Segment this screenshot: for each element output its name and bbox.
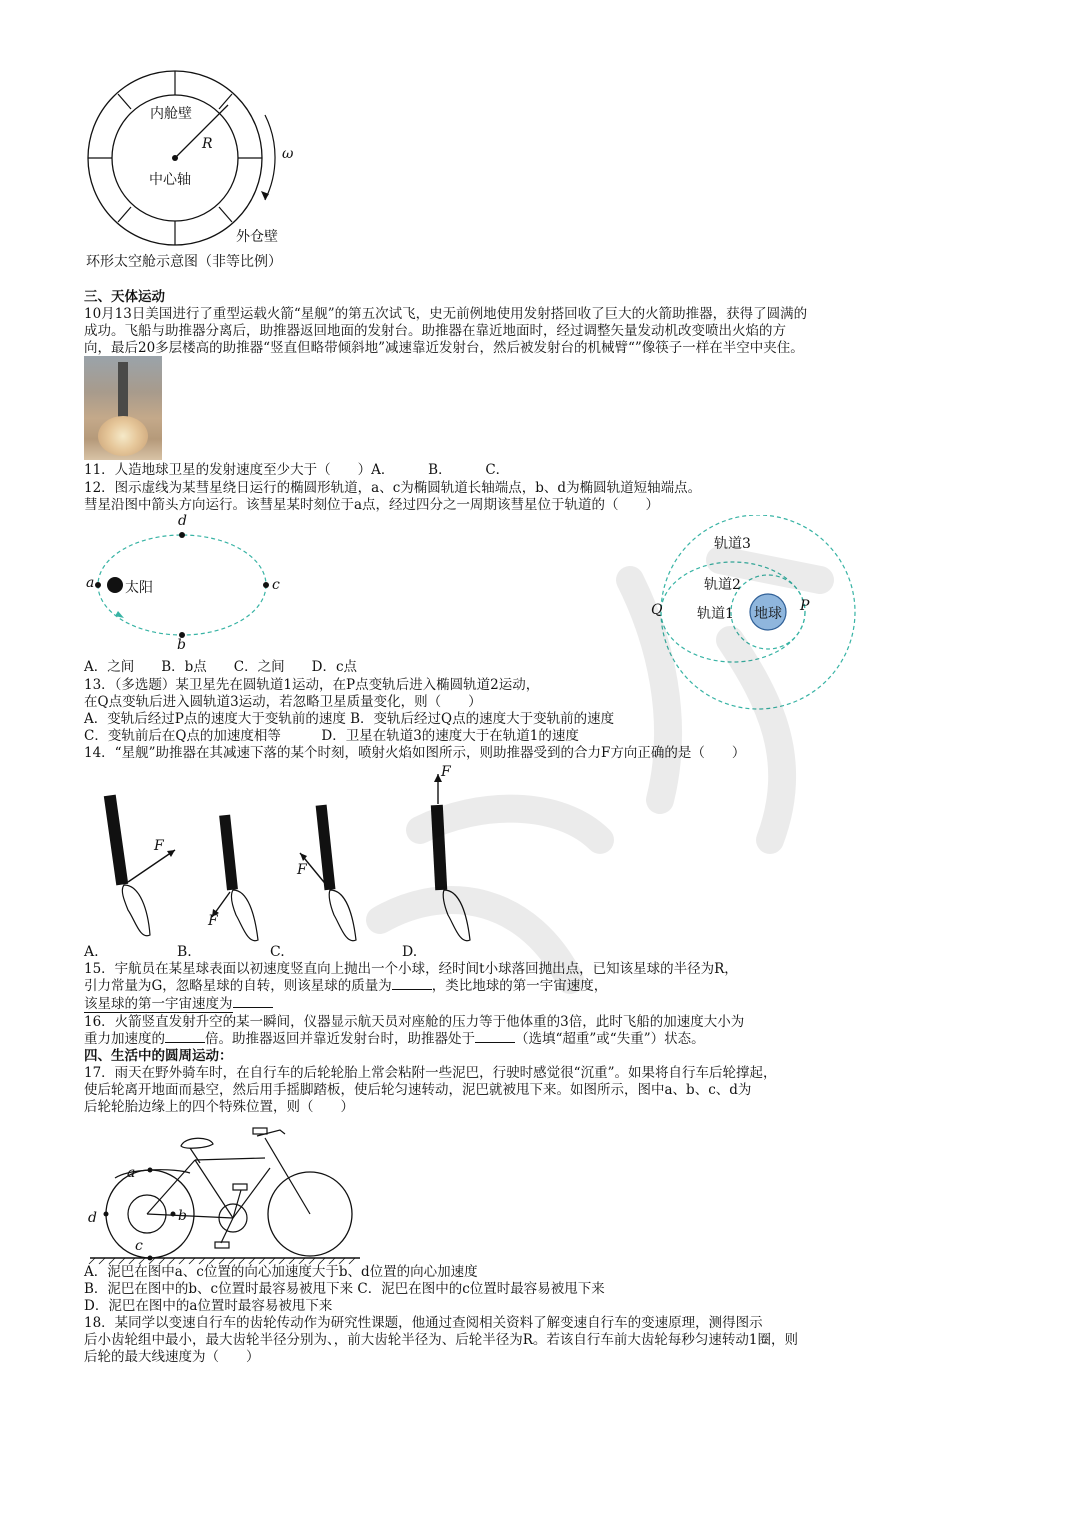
q17-options-bc: B．泥巴在图中的b、c位置时最容易被甩下来 C．泥巴在图中的c位置时最容易被甩下来 [84,1281,605,1297]
q13-line1: 13．（多选题）某卫星先在圆轨道1运动，在P点变轨后进入椭圆轨道2运动， [84,677,540,693]
q13-line2: 在Q点变轨后进入圆轨道3运动，若忽略卫星质量变化，则（ ） [84,694,482,710]
ring-figure-caption: 环形太空舱示意图（非等比例） [86,254,282,270]
section3-intro-line2: 成功。飞船与助推器分离后，助推器返回地面的发射台。助推器在靠近地面时，经过调整矢量发动机改变喷出火焰的方 [84,323,786,339]
comet-point-b: b [177,637,186,653]
q18-line2: 后小齿轮组中最小，最大齿轮半径分别为、，前大齿轮半径为、后轮半径为R。若该自行车前大齿轮每秒匀速转动1圈，则 [84,1332,799,1348]
point-p-label: P [800,598,810,614]
q15-velocity-blank[interactable] [233,995,273,1008]
radius-label: R [202,136,213,152]
q16-multiple-blank[interactable] [165,1030,205,1043]
sun-label: 太阳 [125,580,153,596]
force-label-d: F [441,764,451,780]
comet-orbit-figure [80,515,300,655]
force-label-c: F [297,862,307,878]
section3-intro-line1: 10月13日美国进行了重型运载火箭“星舰”的第五次试飞，史无前例地使用发射搭回收了巨大的火箭助推器，获得了圆满的 [84,306,808,322]
section4-heading: 四、生活中的圆周运动： [84,1048,233,1064]
q17-option-a: A．泥巴在图中a、c位置的向心加速度大于b、d位置的向心加速度 [84,1264,478,1280]
q14-option-d: D. [402,944,418,960]
earth-label: 地球 [754,606,782,622]
q14-text: 14．“星舰”助推器在其减速下落的某个时刻，喷射火焰如图所示，则助推器受到的合力F方向正确的是（ ） [84,745,746,761]
comet-point-c: c [272,577,280,593]
q17-line2: 使后轮离开地面而悬空，然后用手摇脚踏板，使后轮匀速转动，泥巴就被甩下来。如图所示，图中a、b、c、d为 [84,1082,752,1098]
force-label-a: F [154,838,164,854]
q16-state-blank[interactable] [475,1030,515,1043]
rocket-landing-photo [84,356,162,460]
booster-force-figure [90,760,510,960]
wheel-point-a: a [127,1165,136,1181]
q11-text: 11．人造地球卫星的发射速度至少大于（ ）A． B． C． [84,462,510,478]
comet-point-d: d [178,513,187,529]
q18-line3: 后轮的最大线速度为（ ） [84,1349,260,1365]
inner-wall-label: 内舱壁 [150,106,192,122]
comet-point-a: a [86,575,95,591]
q18-line1: 18．某同学以变速自行车的齿轮传动作为研究性课题，他通过查阅相关资料了解变速自行车的变速原理，测得图示 [84,1315,763,1331]
orbit2-label: 轨道2 [704,577,741,593]
q15-line1: 15．宇航员在某星球表面以初速度竖直向上抛出一个小球，经时间t小球落回抛出点，已知该星球的半径为R， [84,961,738,977]
omega-label: ω [282,146,294,162]
q16-line1: 16．火箭竖直发射升空的某一瞬间，仪器显示航天员对座舱的压力等于他体重的3倍，此时飞船的加速度大小为 [84,1014,745,1030]
wheel-point-c: c [135,1238,143,1254]
center-axis-label: 中心轴 [149,172,191,188]
q17-line1: 17．雨天在野外骑车时，在自行车的后轮轮胎上常会粘附一些泥巴，行驶时感觉很“沉重”。如果将自行车后轮撑起， [84,1065,777,1081]
q12-line2: 彗星沿图中箭头方向运行。该彗星某时刻位于a点，经过四分之一周期该彗星位于轨道的（ ） [84,497,660,513]
q12-options: A．之间 B．b点 C．之间 D．c点 [84,659,358,675]
q15-line3: 该星球的第一宇宙速度为 [84,995,273,1013]
q13-options-cd: C．变轨前后在Q点的加速度相等 D．卫星在轨道3的速度大于在轨道1的速度 [84,728,579,744]
q14-option-c: C. [270,944,285,960]
wheel-point-d: d [88,1210,97,1226]
q16-line2: 重力加速度的 倍。助推器返回并靠近发射台时，助推器处于 （选填“超重”或“失重”）状态。 [84,1031,705,1047]
wheel-point-b: b [178,1208,187,1224]
section3-intro-line3: 向，最后20多层楼高的助推器“竖直但略带倾斜地”减速靠近发射台，然后被发射台的机械臂“”像筷子一样在半空中夹住。 [84,340,804,356]
point-q-label: Q [651,602,663,618]
bicycle-figure [85,1118,365,1268]
section3-heading: 三、天体运动 [84,289,165,305]
outer-wall-label: 外仓壁 [236,229,278,245]
q17-line3: 后轮轮胎边缘上的四个特殊位置，则（ ） [84,1099,354,1115]
q14-option-b: B. [177,944,192,960]
q15-mass-blank[interactable] [392,977,432,990]
q12-line1: 12．图示虚线为某彗星绕日运行的椭圆形轨道，a、c为椭圆轨道长轴端点，b、d为椭圆轨道短轴端点。 [84,480,702,496]
q17-option-d: D．泥巴在图中的a位置时最容易被甩下来 [84,1298,333,1314]
q14-option-a: A. [84,944,99,960]
orbit3-label: 轨道3 [714,536,751,552]
q13-options-ab: A．变轨后经过P点的速度大于变轨前的速度 B．变轨后经过Q点的速度大于变轨前的速度 [84,711,615,727]
q15-line2: 引力常量为G，忽略星球的自转，则该星球的质量为 ，类比地球的第一宇宙速度， [84,978,608,994]
force-label-b: F [208,913,218,929]
orbit1-label: 轨道1 [697,606,734,622]
